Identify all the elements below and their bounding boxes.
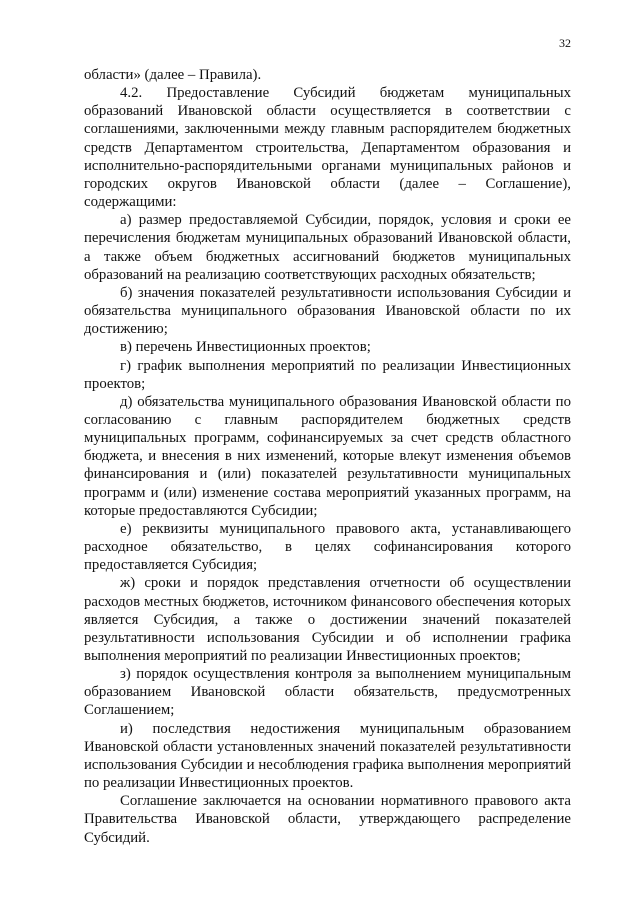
- paragraph-item-e: е) реквизиты муниципального правового акта, устанавливающего расходное обязательство, в целях софинансирования которого предоставляется Субсидия;: [84, 520, 571, 574]
- paragraph-item-zh: ж) сроки и порядок представления отчетности об осуществлении расходов местных бюджетов, источником финансового обеспечения которых является Субсидия, а также о достижении значений показателей результативности использования Субсидии и об исполнении графика выполнения мероприятий по реализации Инвестиционных проектов;: [84, 575, 571, 664]
- paragraph-item-b: б) значения показателей результативности использования Субсидии и обязательства муниципального образования Ивановской области по их достижению;: [84, 284, 571, 338]
- page-number: 32: [559, 36, 571, 50]
- document-body: [84, 66, 571, 847]
- paragraph-agreement-basis: Соглашение заключается на основании нормативного правового акта Правительства Ивановской области, утверждающего распределение Субсидий.: [84, 793, 571, 846]
- paragraph-item-d: д) обязательства муниципального образования Ивановской области по согласованию с главным распорядителем бюджетных средств муниципальных программ, софинансируемых за счет средств областного бюджета, и внесения в них изменений, которые влекут изменения объемов финансирования и (или) показателей результативности муниципальных программ и (или) изменение состава мероприятий указанных программ, на которые предоставляются Субсидии;: [84, 393, 571, 519]
- paragraph-item-a: а) размер предоставляемой Субсидии, порядок, условия и сроки ее перечисления бюджетам муниципальных образований Ивановской области, а также объем бюджетных ассигнований бюджетов муниципальных образований на реализацию соответствующих расходных обязательств;: [84, 212, 571, 283]
- paragraph-rules-reference: области» (далее – Правила).: [84, 67, 262, 83]
- paragraph-item-z: з) порядок осуществления контроля за выполнением муниципальным образованием Ивановской области обязательств, предусмотренных Соглашением;: [84, 666, 571, 719]
- paragraph-4-2: 4.2. Предоставление Субсидий бюджетам муниципальных образований Ивановской области осуществляется в соответствии с соглашениями, заключенными между главным распорядителем бюджетных средств Департаментом строительства, Департаментом образования и исполнительно-распорядительными органами муниципальных районов и городских округов Ивановской области (далее – Соглашение), содержащими:: [84, 85, 571, 211]
- paragraph-item-g: г) график выполнения мероприятий по реализации Инвестиционных проектов;: [84, 357, 571, 392]
- paragraph-item-i: и) последствия недостижения муниципальным образованием Ивановской области установленных значений показателей результативности использования Субсидии и несоблюдения графика выполнения мероприятий по реализации Инвестиционных проектов.: [84, 720, 571, 792]
- paragraph-item-v: в) перечень Инвестиционных проектов;: [120, 339, 371, 356]
